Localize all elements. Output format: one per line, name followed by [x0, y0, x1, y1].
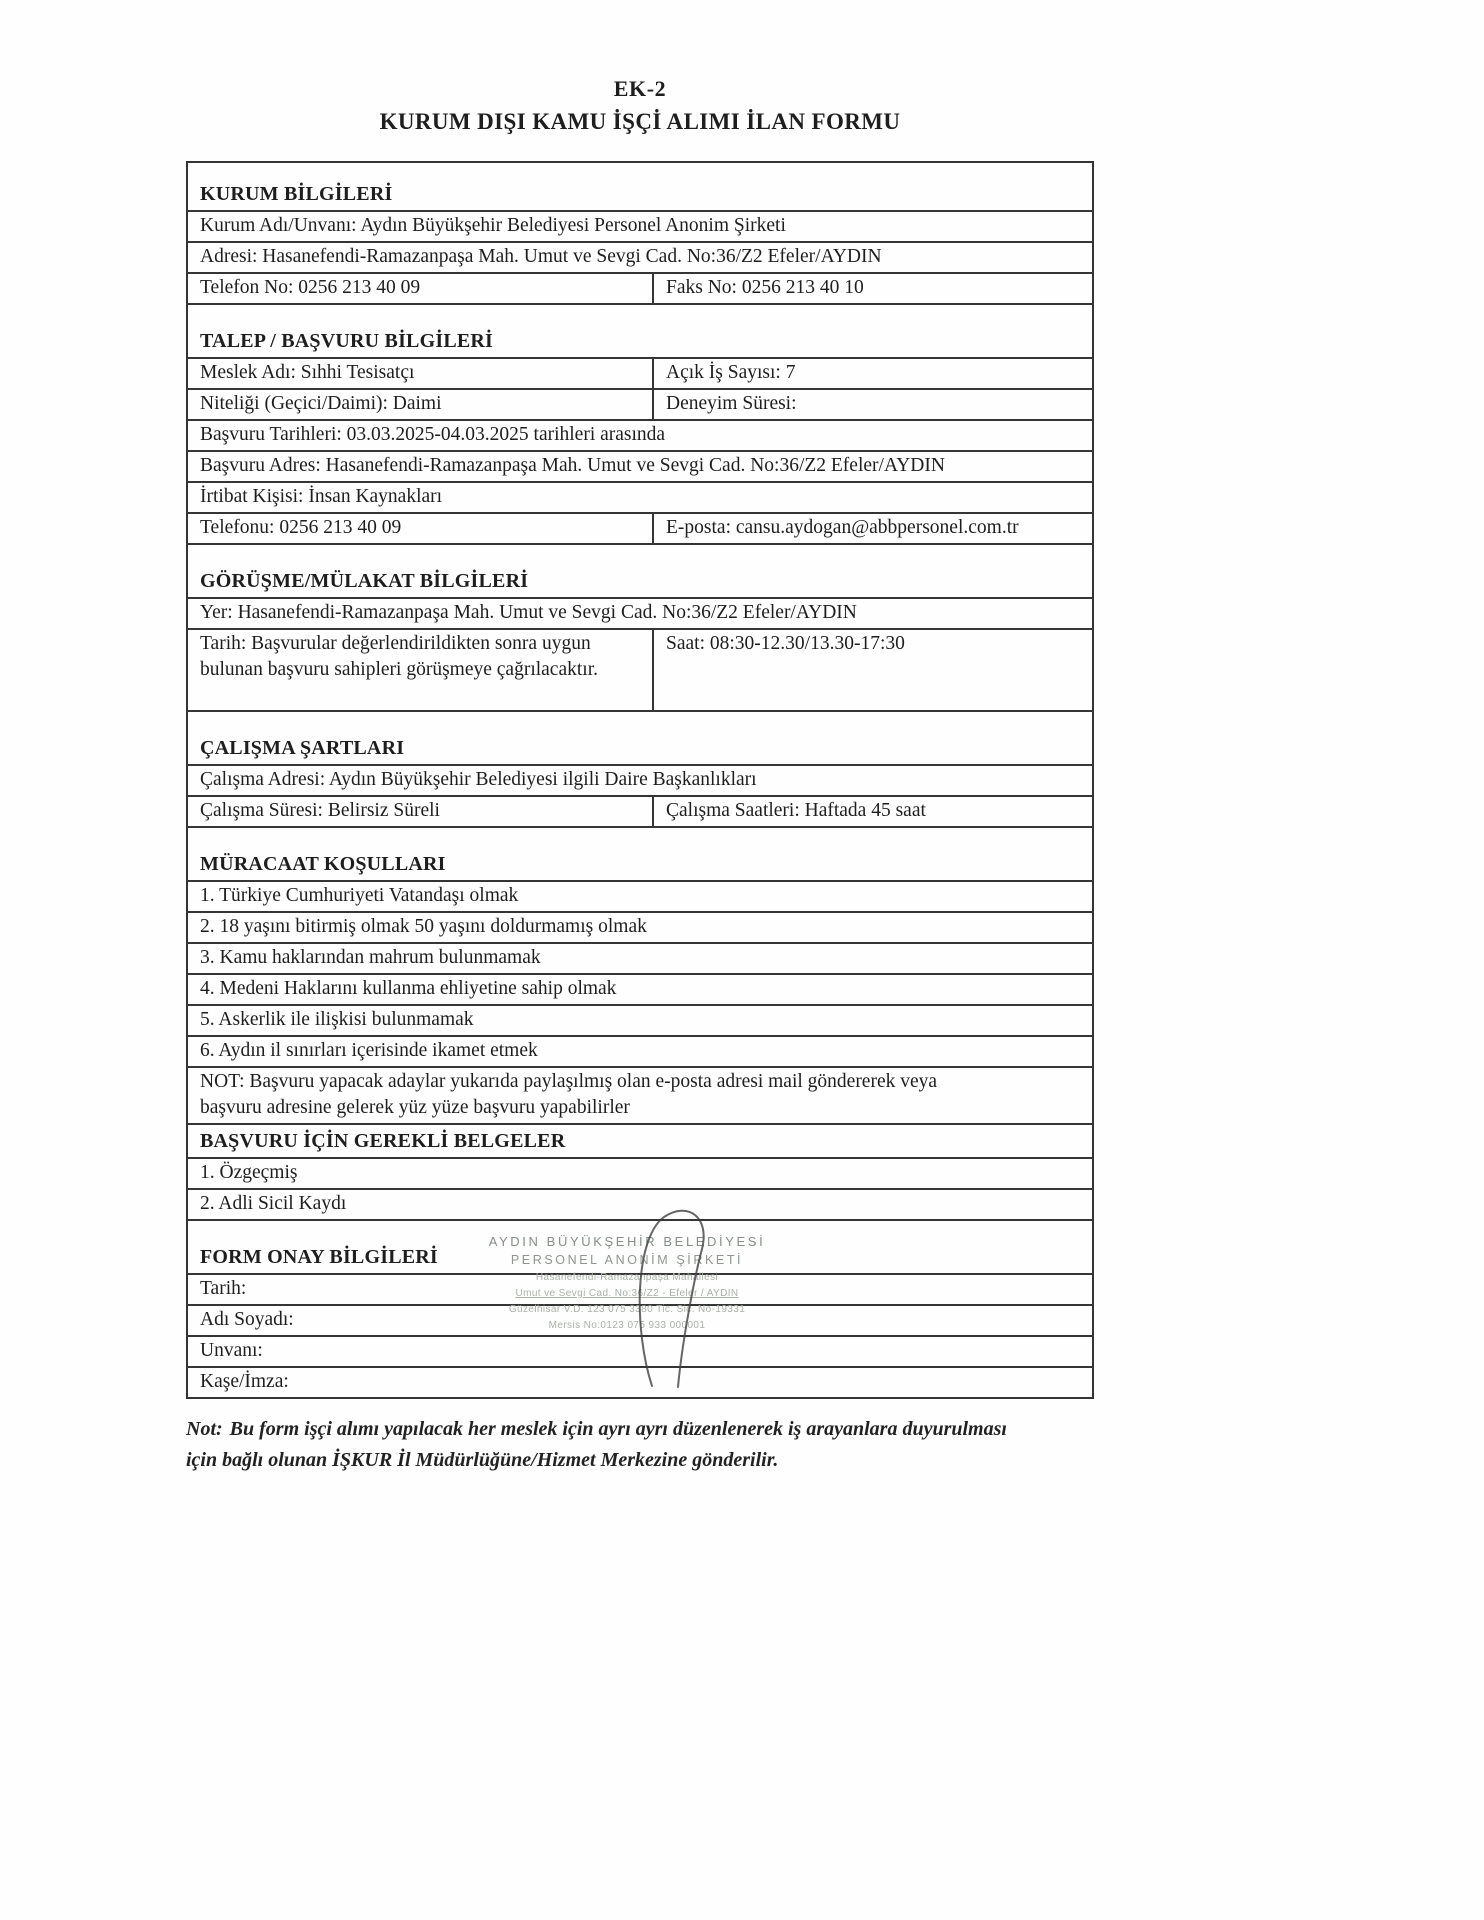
stamp-address-line2: Umut ve Sevgi Cad. No:36/Z2 - Efeler / AYDIN [515, 1288, 739, 1299]
field-meslek-adi: Meslek Adı: Sıhhi Tesisatçı [188, 359, 654, 388]
stamp-company-line1: AYDIN BÜYÜKŞEHİR BELEDİYESİ [488, 1234, 766, 1249]
section-header-kurum: KURUM BİLGİLERİ [188, 163, 1092, 212]
footnote-line1: Bu form işçi alımı yapılacak her meslek için ayrı ayrı düzenlenerek iş arayanlara duyurulması [229, 1418, 1007, 1440]
form-content [186, 0, 1094, 1476]
page-title: KURUM DIŞI KAMU İŞÇİ ALIMI İLAN FORMU [379, 109, 901, 134]
field-calisma-saatleri: Çalışma Saatleri: Haftada 45 saat [666, 800, 926, 821]
section-header-belgeler: BAŞVURU İÇİN GEREKLİ BELGELER [188, 1125, 1092, 1159]
application-note-line1: NOT: Başvuru yapacak adaylar yukarıda paylaşılmış olan e-posta adresi mail göndererek veya [200, 1071, 938, 1092]
field-gorusme-tarih: Tarih: Başvurular değerlendirildikten sonra uygun bulunan başvuru sahipleri görüşmeye çağrılacaktır. [188, 630, 654, 710]
section-spacer [188, 545, 1092, 565]
field-irtibat-kisisi: İrtibat Kişisi: İnsan Kaynakları [188, 483, 1092, 514]
field-deneyim-suresi: Deneyim Süresi: [666, 393, 797, 414]
form-titles [186, 0, 1094, 135]
section-header-calisma: ÇALIŞMA ŞARTLARI [188, 732, 1092, 766]
field-kurum-adresi: Adresi: Hasanefendi-Ramazanpaşa Mah. Umut ve Sevgi Cad. No:36/Z2 Efeler/AYDIN [188, 243, 1092, 274]
section-header-gorusme: GÖRÜŞME/MÜLAKAT BİLGİLERİ [188, 565, 1092, 599]
row-telefon-faks [188, 274, 1092, 305]
row-telefonu-eposta [188, 514, 1092, 545]
section-spacer [188, 1221, 1092, 1241]
footnote-line2: için bağlı olunan İŞKUR İl Müdürlüğüne/Hizmet Merkezine gönderilir. [186, 1449, 779, 1471]
field-onay-tarih: Tarih: [188, 1275, 1092, 1306]
field-basvuru-tarihleri: Başvuru Tarihleri: 03.03.2025-04.03.2025 tarihleri arasında [188, 421, 1092, 452]
section-spacer [188, 828, 1092, 848]
section-spacer [188, 712, 1092, 732]
document-item: 1. Özgeçmiş [188, 1159, 1092, 1190]
section-header-talep: TALEP / BAŞVURU BİLGİLERİ [188, 325, 1092, 359]
section-spacer [188, 305, 1092, 325]
application-note-line2: başvuru adresine gelerek yüz yüze başvuru yapabilirler [200, 1097, 630, 1118]
row-nitelik-deneyim [188, 390, 1092, 421]
field-eposta: E-posta: cansu.aydogan@abbpersonel.com.tr [666, 517, 1019, 538]
footnote [186, 1414, 1094, 1476]
field-onay-kase-imza: Kaşe/İmza: [200, 1371, 289, 1392]
field-faks: Faks No: 0256 213 40 10 [666, 277, 864, 298]
field-calisma-suresi: Çalışma Süresi: Belirsiz Süreli [188, 797, 654, 826]
form-code: EK-2 [613, 76, 667, 101]
field-gorusme-yer: Yer: Hasanefendi-Ramazanpaşa Mah. Umut ve Sevgi Cad. No:36/Z2 Efeler/AYDIN [188, 599, 1092, 630]
field-nitelik: Niteliği (Geçici/Daimi): Daimi [188, 390, 654, 419]
condition-item: 1. Türkiye Cumhuriyeti Vatandaşı olmak [188, 882, 1092, 913]
field-basvuru-adres: Başvuru Adres: Hasanefendi-Ramazanpaşa Mah. Umut ve Sevgi Cad. No:36/Z2 Efeler/AYDIN [188, 452, 1092, 483]
condition-item: 2. 18 yaşını bitirmiş olmak 50 yaşını doldurmamış olmak [188, 913, 1092, 944]
row-tarih-saat [188, 630, 1092, 712]
field-acik-is-sayisi: Açık İş Sayısı: 7 [666, 362, 796, 383]
field-telefon: Telefon No: 0256 213 40 09 [188, 274, 654, 303]
section-header-muracaat: MÜRACAAT KOŞULLARI [188, 848, 1092, 882]
condition-item: 4. Medeni Haklarını kullanma ehliyetine sahip olmak [188, 975, 1092, 1006]
footnote-label: Not: [186, 1418, 223, 1440]
section-header-onay: FORM ONAY BİLGİLERİ [188, 1241, 1092, 1275]
stamp-tax-line: Güzelhisar V.D. 123 075 3380 Tic. Sic. No-19331 [508, 1304, 746, 1315]
condition-item: 5. Askerlik ile ilişkisi bulunmamak [188, 1006, 1092, 1037]
row-meslek-acikis [188, 359, 1092, 390]
stamp-mersis-line: Mersis No:0123 075 933 000001 [548, 1320, 706, 1331]
field-onay-unvani: Unvanı: [188, 1337, 1092, 1368]
row-sure-saatler [188, 797, 1092, 828]
field-telefonu: Telefonu: 0256 213 40 09 [188, 514, 654, 543]
stamp-company-line2: PERSONEL ANONİM ŞİRKETİ [510, 1253, 744, 1267]
application-note [188, 1068, 1092, 1125]
field-calisma-adresi: Çalışma Adresi: Aydın Büyükşehir Belediyesi ilgili Daire Başkanlıkları [188, 766, 1092, 797]
field-gorusme-saat: Saat: 08:30-12.30/13.30-17:30 [666, 633, 905, 654]
form-table [186, 161, 1094, 1399]
field-onay-adi-soyadi: Adı Soyadı: [188, 1306, 1092, 1337]
condition-item: 6. Aydın il sınırları içerisinde ikamet etmek [188, 1037, 1092, 1068]
document-item: 2. Adli Sicil Kaydı [188, 1190, 1092, 1221]
condition-item: 3. Kamu haklarından mahrum bulunmamak [188, 944, 1092, 975]
field-kurum-adi: Kurum Adı/Unvanı: Aydın Büyükşehir Belediyesi Personel Anonim Şirketi [188, 212, 1092, 243]
stamp-address-line1: Hasanefendi-Ramazanpaşa Mahallesi [535, 1272, 719, 1283]
